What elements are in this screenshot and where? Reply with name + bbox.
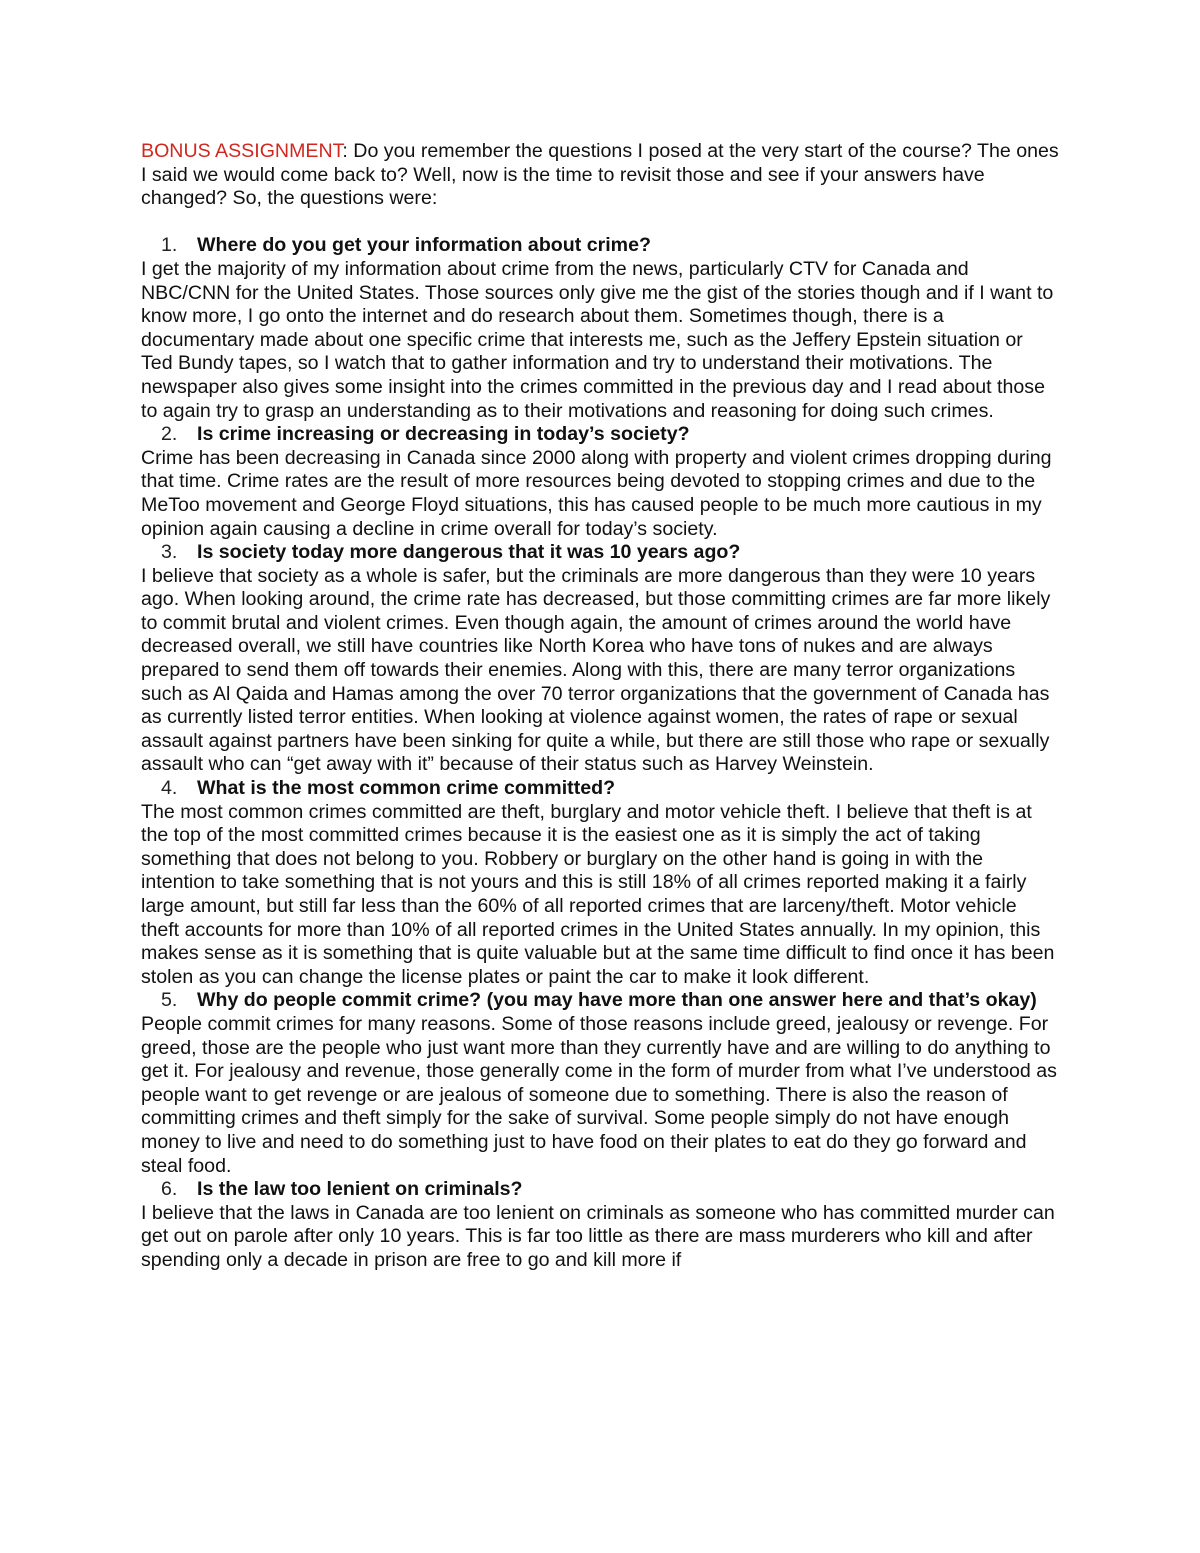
answer-paragraph: Crime has been decreasing in Canada since 2000 along with property and violent crimes dropping during that time. Crime rates are the result of more resources being devoted to stopping crimes and due to the MeToo movement and George Floyd situations, this has caused people to be much more cautious in my opinion again causing a decline in crime overall for today’s society. bbox=[141, 446, 1052, 540]
question-heading bbox=[141, 1178, 1059, 1202]
answer-paragraph: I believe that society as a whole is safer, but the criminals are more dangerous than they were 10 years ago. When looking around, the crime rate has decreased, but those committing crimes are far more likely to commit brutal and violent crimes. Even though again, the amount of crimes around the world have decreased overall, we still have countries like North Korea who have tons of nukes and are always prepared to send them off towards their enemies. Along with this, there are many terror organizations such as Al Qaida and Hamas among the over 70 terror organizations that the government of Canada has as currently listed terror entities. When looking at violence against women, the rates of rape or sexual assault against partners have been sinking for quite a while, but there are still those who rape or sexually assault who can “get away with it” because of their status such as Harvey Weinstein. bbox=[141, 564, 1051, 776]
question-number: 6. bbox=[161, 1178, 178, 1201]
answer-paragraph: The most common crimes committed are theft, burglary and motor vehicle theft. I believe that theft is at the top of the most committed crimes because it is the easiest one as it is simply the act of taking something that does not belong to you. Robbery or burglary on the other hand is going in with the intention to take something that is not yours and this is still 18% of all crimes reported making it a fairly large amount, but still far less than the 60% of all reported crimes that are larceny/theft. Motor vehicle theft accounts for more than 10% of all reported crimes in the United States annually. In my opinion, this makes sense as it is something that is quite valuable but at the same time difficult to find once it has been stolen as you can change the license plates or paint the car to make it look different. bbox=[141, 800, 1055, 988]
question-number: 5. bbox=[161, 989, 178, 1012]
question-heading bbox=[141, 234, 1059, 258]
intro-paragraph bbox=[141, 140, 1059, 211]
question-number: 2. bbox=[161, 423, 178, 446]
question-number: 3. bbox=[161, 541, 178, 564]
question-text: Is crime increasing or decreasing in today’s society? bbox=[197, 423, 690, 446]
question-heading bbox=[141, 777, 1059, 801]
question-block bbox=[141, 234, 1059, 423]
question-heading bbox=[141, 989, 1059, 1013]
question-text: What is the most common crime committed? bbox=[197, 777, 616, 800]
question-block bbox=[141, 989, 1059, 1178]
answer-paragraph: People commit crimes for many reasons. Some of those reasons include greed, jealousy or revenge. For greed, those are the people who just want more than they currently have and are willing to do anything to get it. For jealousy and revenue, those generally come in the form of murder from what I’ve understood as people want to get revenge or are jealous of someone due to something. There is also the reason of committing crimes and theft simply for the sake of survival. Some people simply do not have enough money to live and need to do something just to have food on their plates to eat do they go forward and steal food. bbox=[141, 1012, 1057, 1177]
bonus-assignment-label: BONUS ASSIGNMENT bbox=[141, 140, 343, 162]
question-text: Is society today more dangerous that it was 10 years ago? bbox=[197, 541, 741, 564]
question-number: 4. bbox=[161, 777, 178, 800]
question-text: Why do people commit crime? (you may have more than one answer here and that’s okay) bbox=[197, 989, 1037, 1012]
question-heading bbox=[141, 423, 1059, 447]
question-number: 1. bbox=[161, 234, 178, 257]
question-text: Where do you get your information about crime? bbox=[197, 234, 651, 257]
question-text: Is the law too lenient on criminals? bbox=[197, 1178, 523, 1201]
intro-text: : Do you remember the questions I posed at the very start of the course? The ones I said we would come back to? Well, now is the time to revisit those and see if your answers have changed? So, the questions were: bbox=[141, 140, 1059, 210]
question-heading bbox=[141, 541, 1059, 565]
question-block bbox=[141, 541, 1059, 777]
question-block bbox=[141, 777, 1059, 989]
answer-paragraph: I believe that the laws in Canada are too lenient on criminals as someone who has committed murder can get out on parole after only 10 years. This is far too little as there are mass murderers who kill and after spending only a decade in prison are free to go and kill more if bbox=[141, 1201, 1055, 1271]
document-page bbox=[141, 140, 1059, 1273]
question-block bbox=[141, 1178, 1059, 1272]
answer-paragraph: I get the majority of my information about crime from the news, particularly CTV for Canada and NBC/CNN for the United States. Those sources only give me the gist of the stories though and if I want to know more, I go onto the internet and do research about them. Sometimes though, there is a documentary made about one specific crime that interests me, such as the Jeffery Epstein situation or Ted Bundy tapes, so I watch that to gather information and try to understand their motivations. The newspaper also gives some insight into the crimes committed in the previous day and I read about those to again try to grasp an understanding as to their motivations and reasoning for doing such crimes. bbox=[141, 257, 1054, 422]
question-block bbox=[141, 423, 1059, 541]
